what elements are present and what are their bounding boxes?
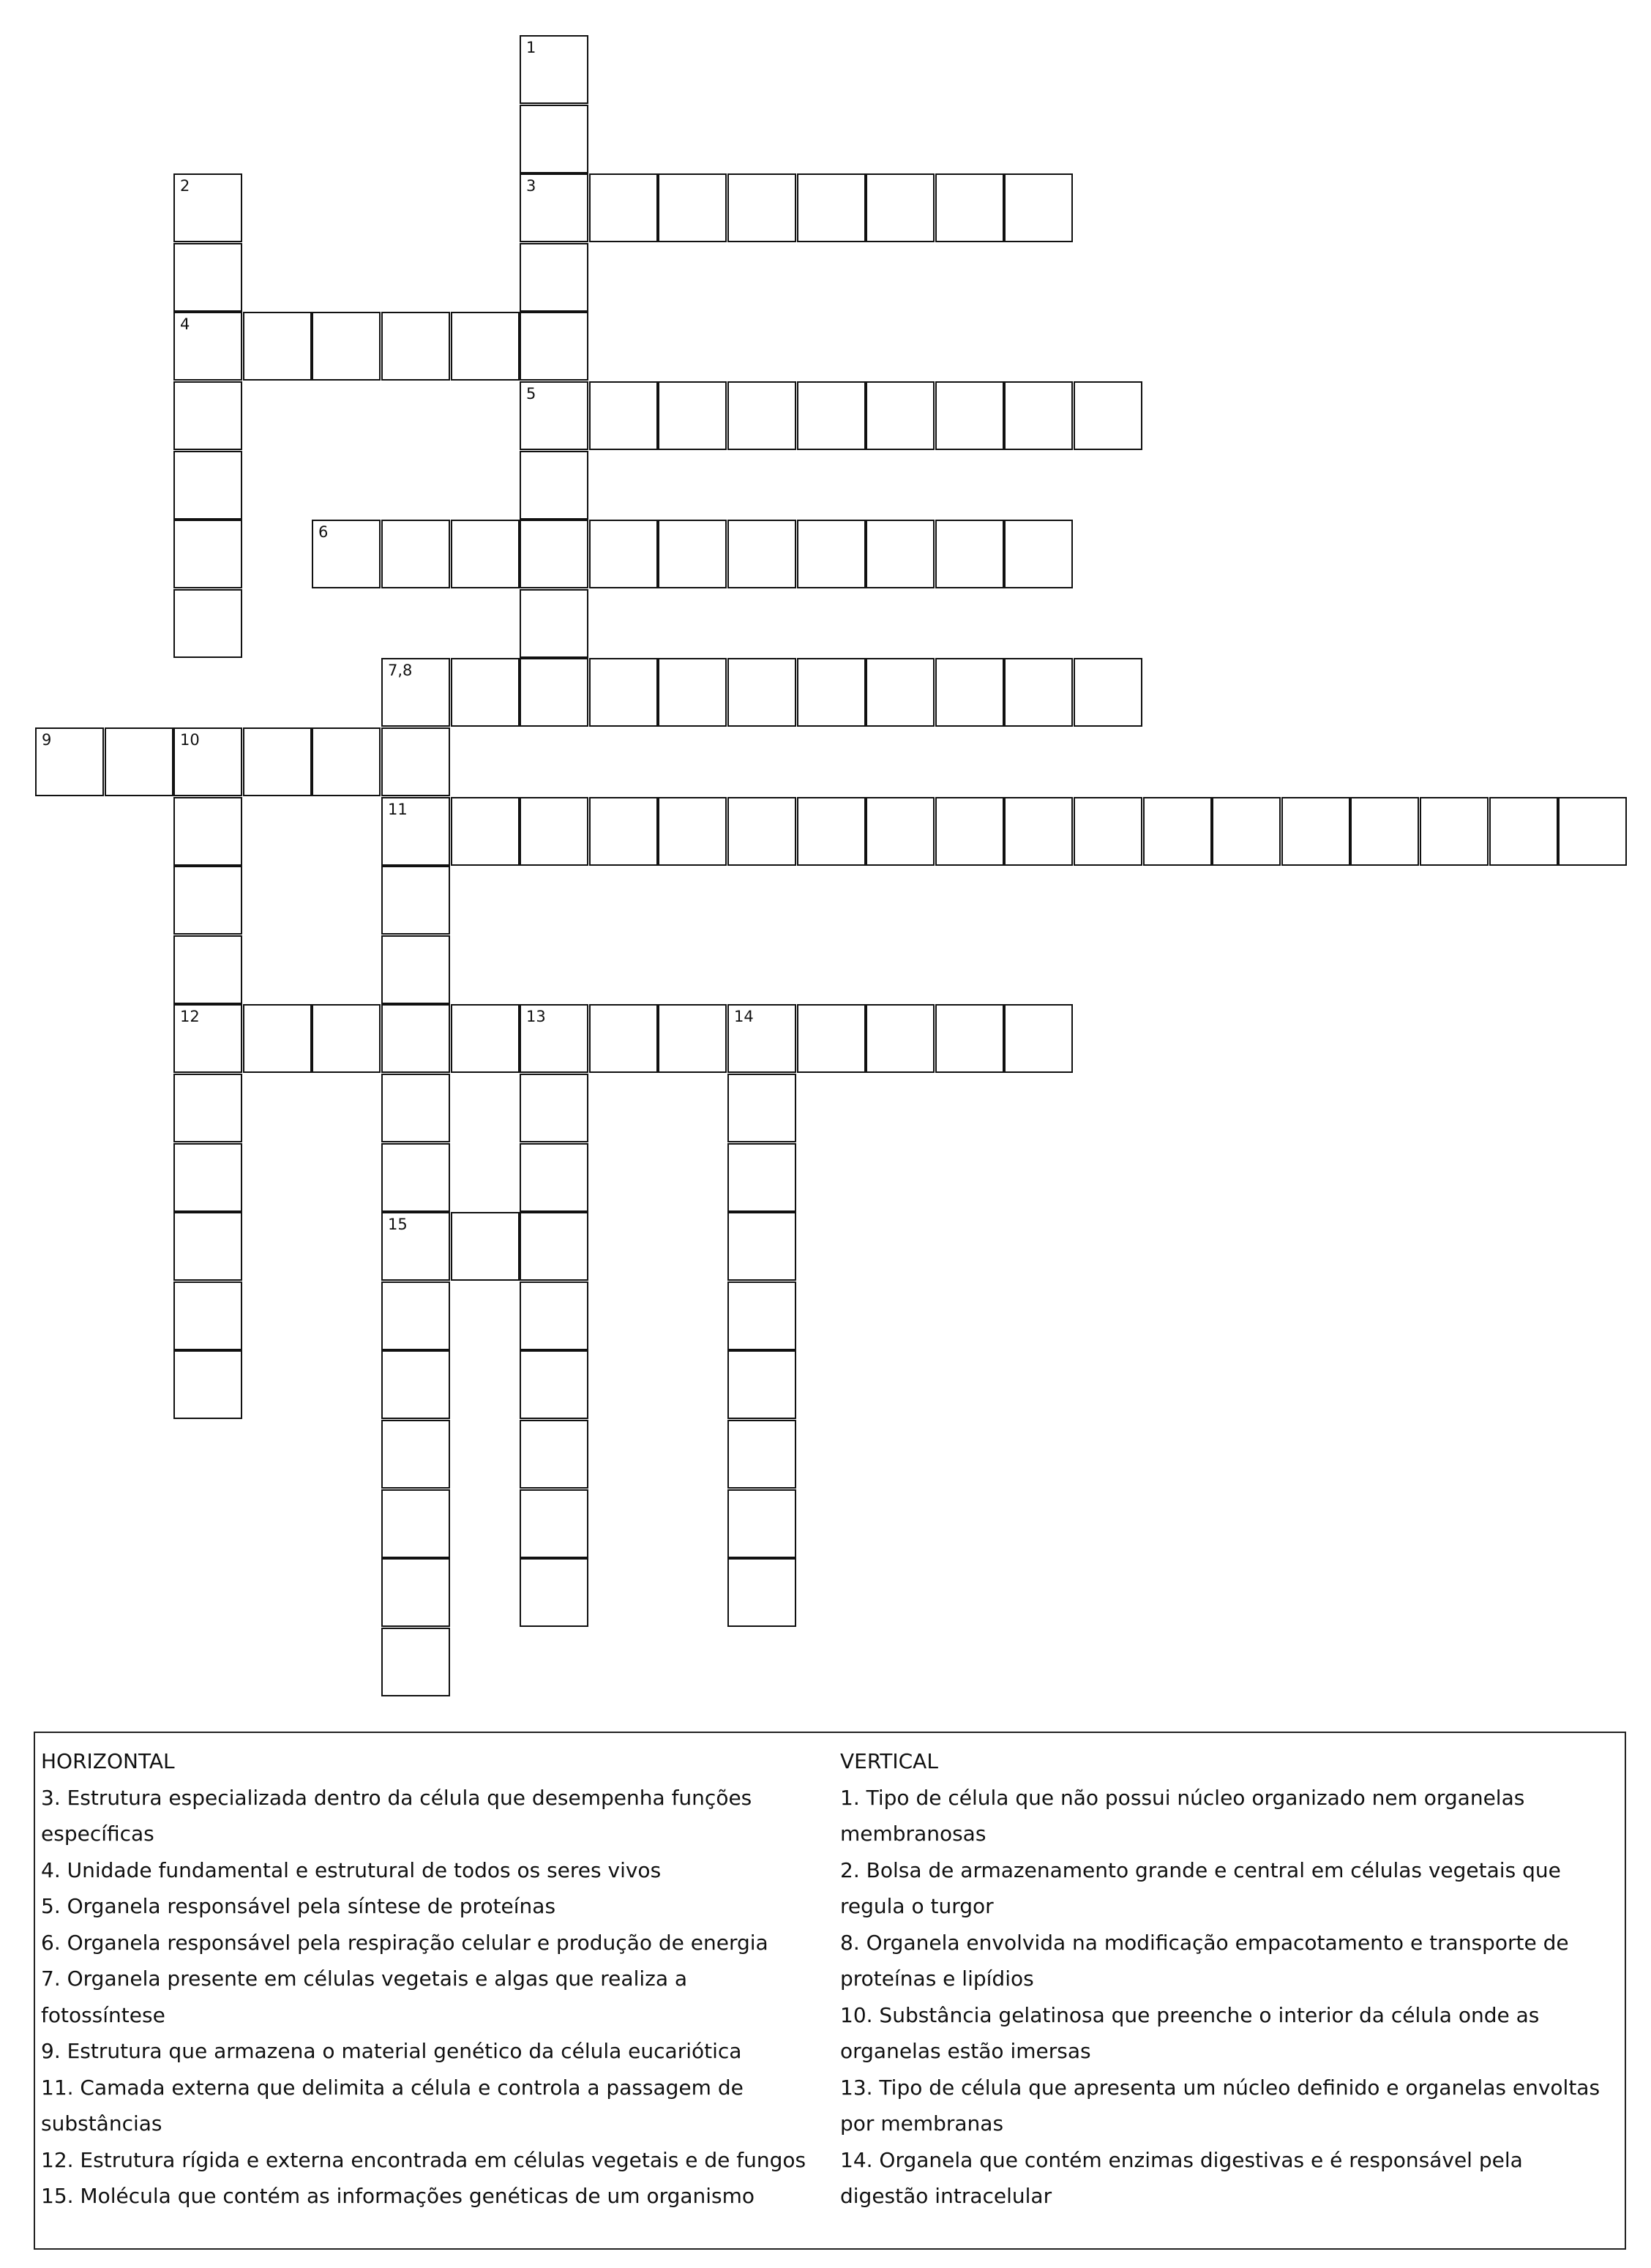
grid-cell[interactable] xyxy=(866,1004,935,1073)
grid-cell[interactable] xyxy=(727,1004,796,1073)
grid-cell[interactable] xyxy=(381,935,450,1004)
grid-cell[interactable] xyxy=(589,381,658,450)
grid-cell[interactable] xyxy=(1143,797,1212,866)
grid-cell[interactable] xyxy=(520,1350,588,1419)
grid-cell[interactable] xyxy=(381,1281,450,1350)
grid-cell[interactable] xyxy=(173,866,242,935)
grid-cell[interactable] xyxy=(520,1074,588,1142)
grid-cell[interactable] xyxy=(658,797,727,866)
clue-horizontal-11: 11. Camada externa que delimita a célula e controla a passagem de substâncias xyxy=(41,2075,744,2136)
grid-cell[interactable] xyxy=(312,1004,381,1073)
grid-cell[interactable] xyxy=(173,935,242,1004)
grid-cell[interactable] xyxy=(520,312,588,381)
grid-cell[interactable] xyxy=(727,658,796,727)
grid-cell[interactable] xyxy=(935,797,1004,866)
grid-cell[interactable] xyxy=(866,173,935,242)
grid-cell[interactable] xyxy=(173,312,242,381)
grid-cell[interactable] xyxy=(727,1350,796,1419)
grid-cell[interactable] xyxy=(173,1004,242,1073)
grid-cell[interactable] xyxy=(173,1350,242,1419)
grid-cell[interactable] xyxy=(173,381,242,450)
clue-number: 13 xyxy=(526,1008,546,1025)
grid-cell[interactable] xyxy=(105,727,173,796)
clue-horizontal-6: 6. Organela responsável pela respiração celular e produção de energia xyxy=(41,1930,768,1955)
horizontal-heading: HORIZONTAL xyxy=(41,1749,175,1773)
clue-number: 14 xyxy=(734,1008,754,1025)
grid-cell[interactable] xyxy=(727,173,796,242)
clue-horizontal-3: 3. Estrutura especializada dentro da célula que desempenha funções específicas xyxy=(41,1785,752,1846)
grid-cell[interactable] xyxy=(797,381,866,450)
clue-vertical-8: 8. Organela envolvida na modificação empacotamento e transporte de proteínas e lipídios xyxy=(840,1930,1569,1991)
grid-cell[interactable] xyxy=(520,35,588,104)
grid-cell[interactable] xyxy=(243,1004,312,1073)
grid-cell[interactable] xyxy=(727,520,796,588)
grid-cell[interactable] xyxy=(797,1004,866,1073)
grid-cell[interactable] xyxy=(381,1558,450,1627)
grid-cell[interactable] xyxy=(589,658,658,727)
grid-cell[interactable] xyxy=(451,797,520,866)
grid-cell[interactable] xyxy=(520,1281,588,1350)
grid-cell[interactable] xyxy=(797,173,866,242)
grid-cell[interactable] xyxy=(935,658,1004,727)
clues-box xyxy=(34,1732,1626,2250)
grid-cell[interactable] xyxy=(520,105,588,173)
grid-cell[interactable] xyxy=(520,1489,588,1558)
grid-cell[interactable] xyxy=(1350,797,1419,866)
grid-cell[interactable] xyxy=(1074,797,1142,866)
grid-cell[interactable] xyxy=(727,1074,796,1142)
grid-cell[interactable] xyxy=(381,312,450,381)
grid-cell[interactable] xyxy=(658,1004,727,1073)
grid-cell[interactable] xyxy=(727,1558,796,1627)
clue-number: 2 xyxy=(180,177,190,195)
grid-cell[interactable] xyxy=(451,1212,520,1281)
grid-cell[interactable] xyxy=(312,520,381,588)
grid-cell[interactable] xyxy=(451,312,520,381)
clue-vertical-10: 10. Substância gelatinosa que preenche o interior da célula onde as organelas estão imersas xyxy=(840,2002,1540,2063)
clue-horizontal-15: 15. Molécula que contém as informações genéticas de um organismo xyxy=(41,2184,755,2208)
grid-cell[interactable] xyxy=(451,1004,520,1073)
clue-horizontal-4: 4. Unidade fundamental e estrutural de todos os seres vivos xyxy=(41,1857,662,1882)
clue-number: 1 xyxy=(526,39,536,56)
grid-cell[interactable] xyxy=(589,797,658,866)
grid-cell[interactable] xyxy=(1212,797,1281,866)
grid-cell[interactable] xyxy=(312,727,381,796)
vertical-heading: VERTICAL xyxy=(840,1749,938,1773)
clue-vertical-2: 2. Bolsa de armazenamento grande e central em células vegetais que regula o turgor xyxy=(840,1857,1561,1918)
clue-horizontal-5: 5. Organela responsável pela síntese de proteínas xyxy=(41,1894,556,1918)
grid-cell[interactable] xyxy=(381,1489,450,1558)
clue-number: 3 xyxy=(526,177,536,195)
grid-cell[interactable] xyxy=(727,1212,796,1281)
grid-cell[interactable] xyxy=(520,520,588,588)
grid-cell[interactable] xyxy=(1074,658,1142,727)
grid-cell[interactable] xyxy=(1004,1004,1073,1073)
grid-cell[interactable] xyxy=(727,381,796,450)
grid-cell[interactable] xyxy=(381,1212,450,1281)
grid-cell[interactable] xyxy=(520,1212,588,1281)
horizontal-clues xyxy=(41,1743,811,2215)
grid-cell[interactable] xyxy=(1004,381,1073,450)
grid-cell[interactable] xyxy=(173,173,242,242)
grid-cell[interactable] xyxy=(520,1420,588,1489)
clue-number: 7,8 xyxy=(388,662,413,679)
grid-cell[interactable] xyxy=(520,1143,588,1212)
grid-cell[interactable] xyxy=(520,451,588,520)
grid-cell[interactable] xyxy=(381,866,450,935)
grid-cell[interactable] xyxy=(173,1143,242,1212)
grid-cell[interactable] xyxy=(173,1074,242,1142)
grid-cell[interactable] xyxy=(589,173,658,242)
clue-number: 12 xyxy=(180,1008,200,1025)
grid-cell[interactable] xyxy=(520,381,588,450)
grid-cell[interactable] xyxy=(173,797,242,866)
grid-cell[interactable] xyxy=(797,520,866,588)
grid-cell[interactable] xyxy=(1281,797,1350,866)
grid-cell[interactable] xyxy=(1558,797,1627,866)
grid-cell[interactable] xyxy=(1004,520,1073,588)
grid-cell[interactable] xyxy=(381,1143,450,1212)
grid-cell[interactable] xyxy=(1489,797,1558,866)
grid-cell[interactable] xyxy=(520,1004,588,1073)
grid-cell[interactable] xyxy=(1004,658,1073,727)
grid-cell[interactable] xyxy=(866,520,935,588)
grid-cell[interactable] xyxy=(520,658,588,727)
grid-cell[interactable] xyxy=(658,658,727,727)
grid-cell[interactable] xyxy=(243,312,312,381)
grid-cell[interactable] xyxy=(935,1004,1004,1073)
grid-cell[interactable] xyxy=(1074,381,1142,450)
grid-cell[interactable] xyxy=(1004,173,1073,242)
grid-cell[interactable] xyxy=(520,797,588,866)
clue-number: 11 xyxy=(388,801,408,818)
clue-number: 9 xyxy=(42,731,52,749)
grid-cell[interactable] xyxy=(727,1489,796,1558)
grid-cell[interactable] xyxy=(173,520,242,588)
clue-number: 15 xyxy=(388,1216,408,1233)
grid-cell[interactable] xyxy=(520,173,588,242)
grid-cell[interactable] xyxy=(589,520,658,588)
grid-cell[interactable] xyxy=(173,727,242,796)
clue-number: 4 xyxy=(180,315,190,333)
grid-cell[interactable] xyxy=(866,381,935,450)
grid-cell[interactable] xyxy=(935,173,1004,242)
grid-cell[interactable] xyxy=(520,1558,588,1627)
vertical-clues xyxy=(840,1743,1617,2215)
grid-cell[interactable] xyxy=(173,1212,242,1281)
grid-cell[interactable] xyxy=(520,589,588,658)
clue-number: 5 xyxy=(526,385,536,403)
grid-cell[interactable] xyxy=(173,451,242,520)
clue-vertical-14: 14. Organela que contém enzimas digestivas e é responsável pela digestão intracelular xyxy=(840,2147,1523,2208)
grid-cell[interactable] xyxy=(520,243,588,312)
grid-cell[interactable] xyxy=(866,797,935,866)
grid-cell[interactable] xyxy=(35,727,104,796)
grid-cell[interactable] xyxy=(866,658,935,727)
grid-cell[interactable] xyxy=(1004,797,1073,866)
grid-cell[interactable] xyxy=(381,1420,450,1489)
grid-cell[interactable] xyxy=(451,658,520,727)
grid-cell[interactable] xyxy=(381,797,450,866)
grid-cell[interactable] xyxy=(381,658,450,727)
grid-cell[interactable] xyxy=(381,1350,450,1419)
clue-number: 6 xyxy=(318,523,329,541)
grid-cell[interactable] xyxy=(381,1628,450,1696)
grid-cell[interactable] xyxy=(243,727,312,796)
clue-number: 10 xyxy=(180,731,200,749)
clue-vertical-13: 13. Tipo de célula que apresenta um núcleo definido e organelas envoltas por membranas xyxy=(840,2075,1601,2136)
grid-cell[interactable] xyxy=(173,589,242,658)
grid-cell[interactable] xyxy=(173,1281,242,1350)
grid-cell[interactable] xyxy=(589,1004,658,1073)
clue-vertical-1: 1. Tipo de célula que não possui núcleo organizado nem organelas membranosas xyxy=(840,1785,1525,1846)
grid-cell[interactable] xyxy=(1420,797,1489,866)
grid-cell[interactable] xyxy=(727,1143,796,1212)
grid-cell[interactable] xyxy=(935,381,1004,450)
grid-cell[interactable] xyxy=(727,1420,796,1489)
clue-horizontal-9: 9. Estrutura que armazena o material genético da célula eucariótica xyxy=(41,2039,742,2063)
grid-cell[interactable] xyxy=(797,797,866,866)
grid-cell[interactable] xyxy=(381,520,450,588)
grid-cell[interactable] xyxy=(658,173,727,242)
clue-horizontal-12: 12. Estrutura rígida e externa encontrada em células vegetais e de fungos xyxy=(41,2147,806,2172)
grid-cell[interactable] xyxy=(935,520,1004,588)
grid-cell[interactable] xyxy=(727,1281,796,1350)
grid-cell[interactable] xyxy=(381,727,450,796)
grid-cell[interactable] xyxy=(658,381,727,450)
grid-cell[interactable] xyxy=(312,312,381,381)
grid-cell[interactable] xyxy=(797,658,866,727)
grid-cell[interactable] xyxy=(173,243,242,312)
grid-cell[interactable] xyxy=(727,797,796,866)
grid-cell[interactable] xyxy=(381,1004,450,1073)
clue-horizontal-7: 7. Organela presente em células vegetais e algas que realiza a fotossíntese xyxy=(41,1966,688,2027)
grid-cell[interactable] xyxy=(381,1074,450,1142)
grid-cell[interactable] xyxy=(658,520,727,588)
grid-cell[interactable] xyxy=(451,520,520,588)
